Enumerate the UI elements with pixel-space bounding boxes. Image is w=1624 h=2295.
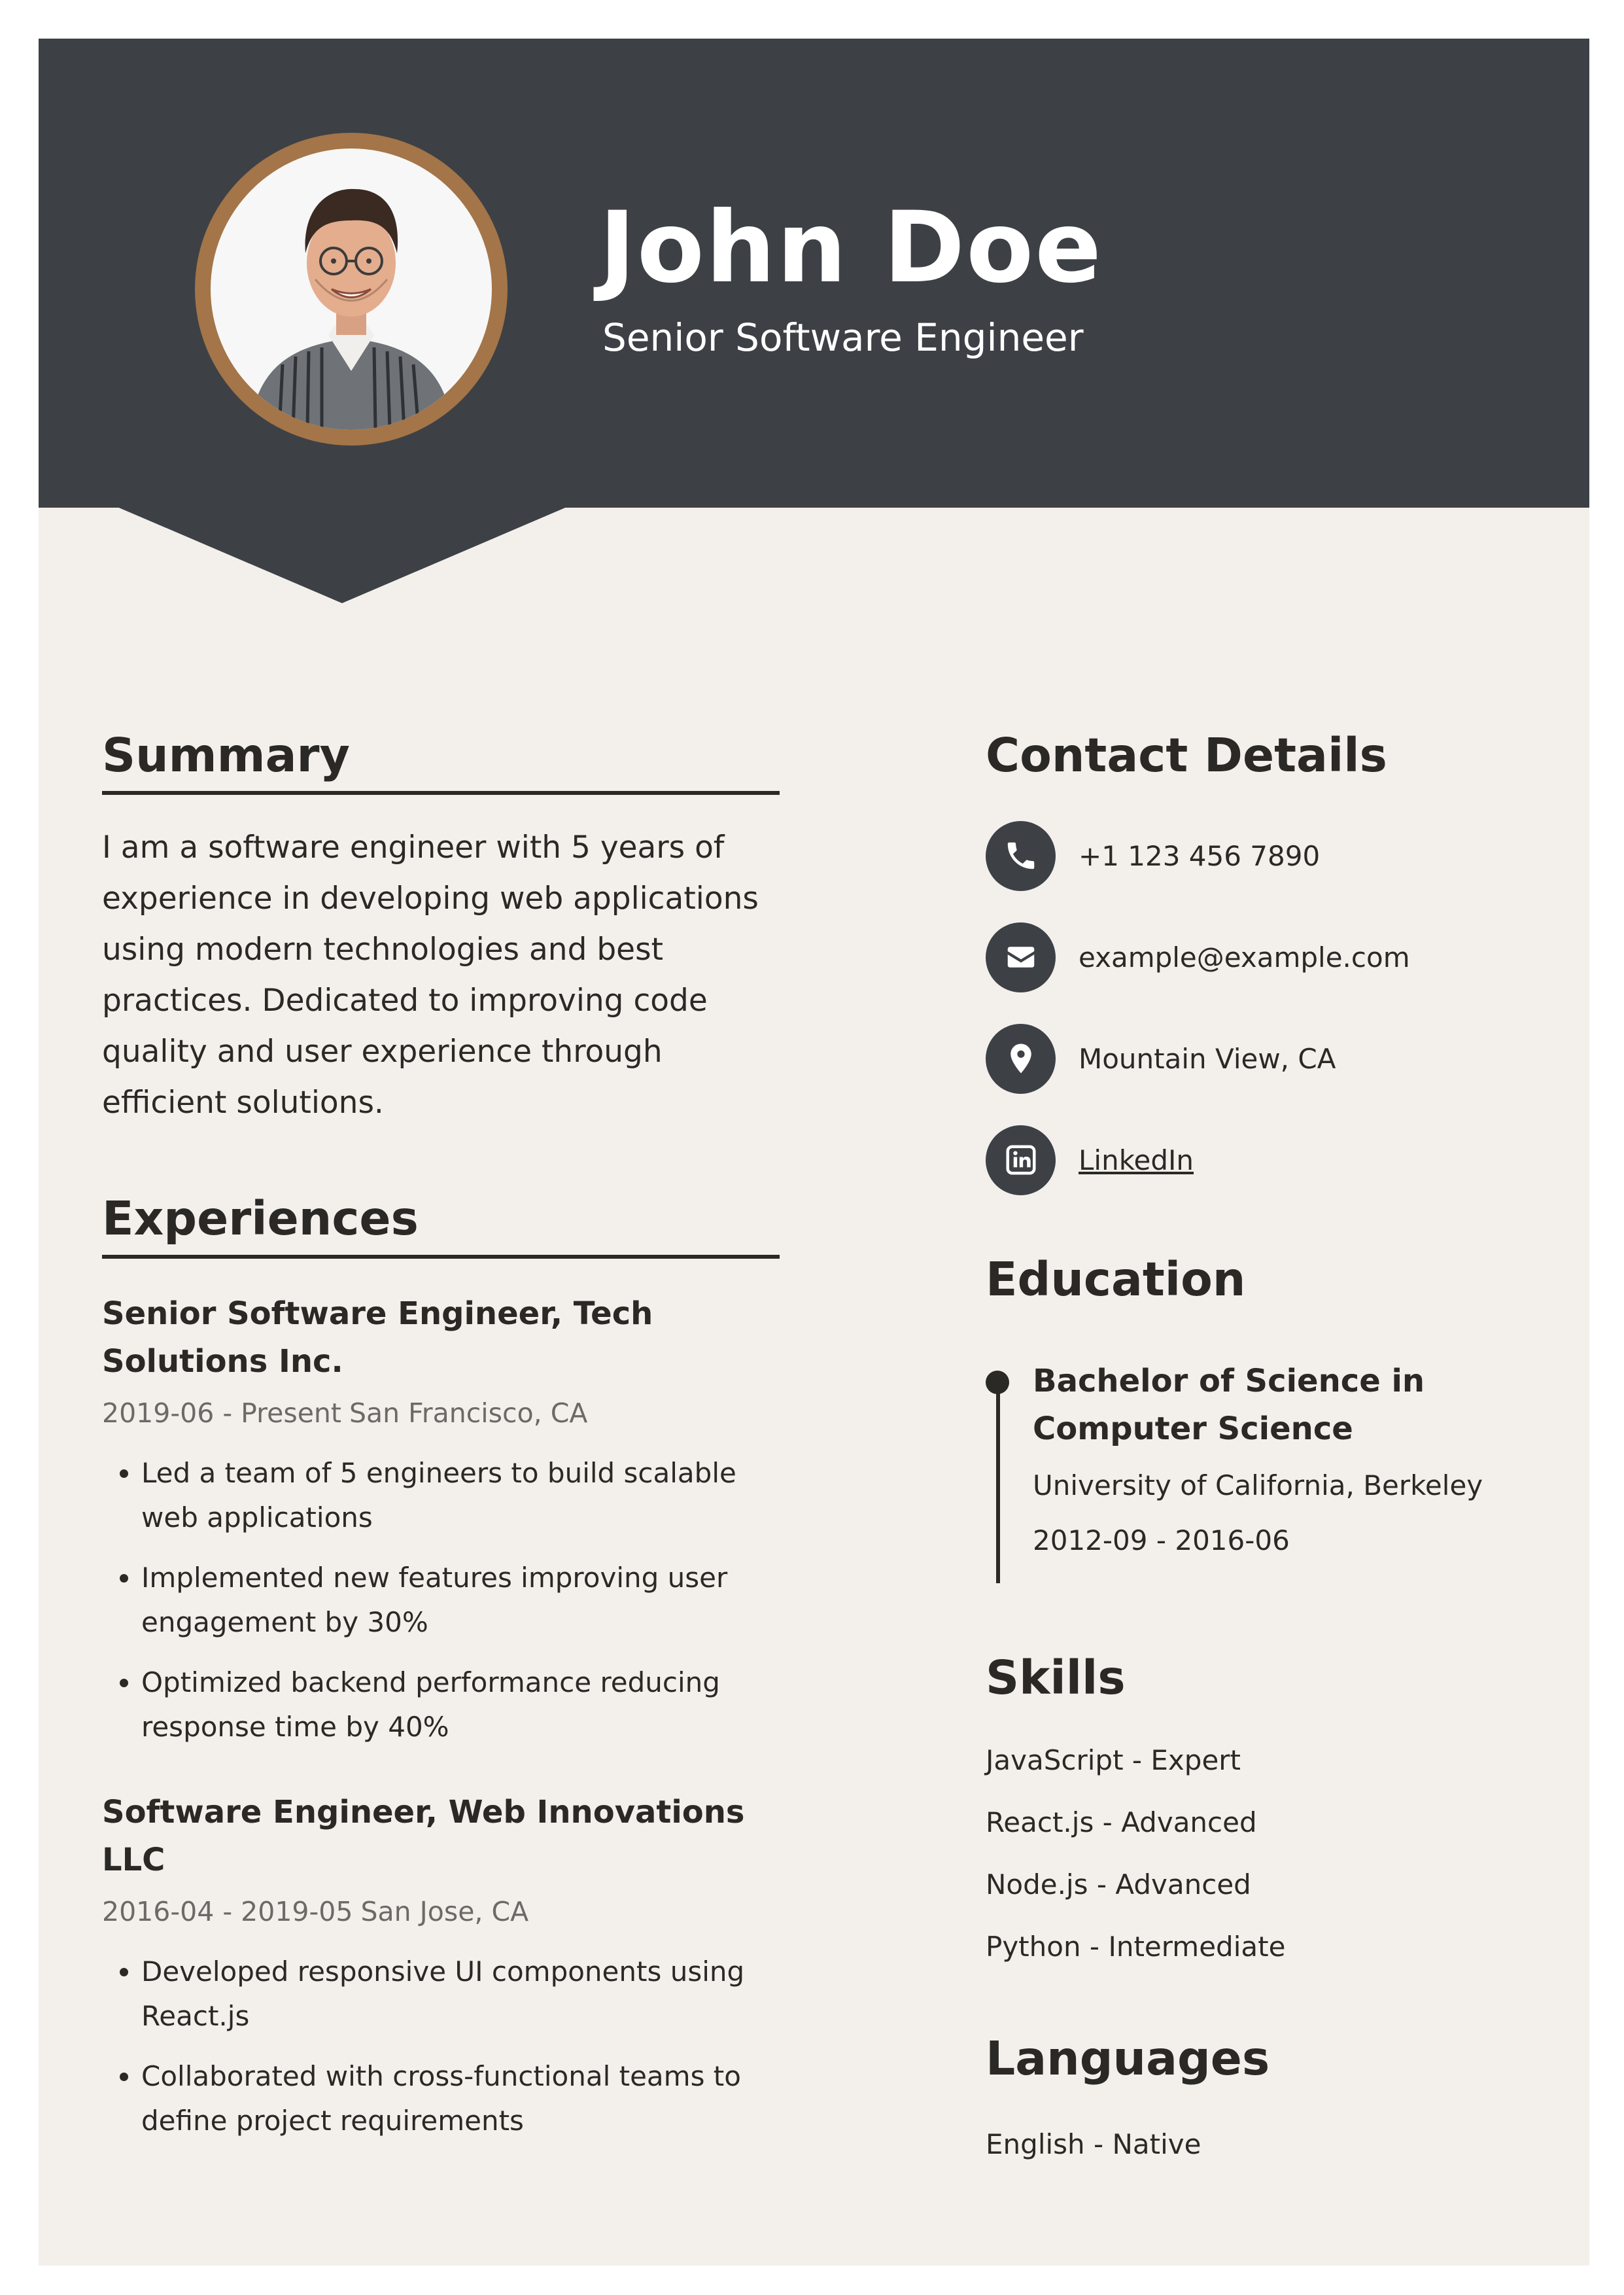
phone-icon — [986, 821, 1056, 891]
job-entry — [102, 1290, 780, 1749]
candidate-name: John Doe — [599, 191, 1103, 305]
languages-list — [986, 2125, 1574, 2164]
education-heading: Education — [986, 1252, 1246, 1307]
skills-heading: Skills — [986, 1650, 1126, 1705]
contact-list — [986, 820, 1574, 1196]
summary-divider — [102, 791, 780, 795]
contact-email-text: example@example.com — [1079, 941, 1410, 973]
linkedin-icon[interactable] — [986, 1125, 1056, 1195]
job-bullet: • Developed responsive UI components using React.js — [141, 1950, 780, 2039]
education-section — [986, 1250, 1574, 1561]
resume-sheet — [39, 39, 1589, 2266]
job-meta — [102, 1393, 780, 1433]
skill-item: Python - Intermediate — [986, 1930, 1286, 1963]
job-location: San Jose, CA — [360, 1895, 529, 1927]
summary-text: I am a software engineer with 5 years of experience in developing web applications using modern technologies and best practices. Dedicated to improving code quality and user experience through efficient solutions. — [102, 830, 759, 1121]
job-entry — [102, 1789, 780, 2143]
candidate-title: Senior Software Engineer — [602, 315, 1084, 360]
job-meta — [102, 1892, 780, 1931]
avatar — [195, 133, 508, 446]
contact-phone-text: +1 123 456 7890 — [1079, 839, 1321, 872]
contact-location-text: Mountain View, CA — [1079, 1042, 1336, 1075]
skill-item: JavaScript - Expert — [986, 1743, 1241, 1776]
experiences-section — [102, 1189, 780, 2143]
education-entry — [986, 1358, 1574, 1562]
profile-photo — [211, 149, 492, 430]
linkedin-link[interactable]: LinkedIn — [1079, 1144, 1194, 1176]
education-school: University of California, Berkeley — [1033, 1469, 1483, 1501]
contact-section — [986, 726, 1574, 1196]
skill-item: React.js - Advanced — [986, 1806, 1257, 1838]
job-bullet: • Implemented new features improving user engagement by 30% — [141, 1556, 780, 1645]
right-column — [986, 726, 1574, 2187]
job-bullets — [102, 1451, 780, 1749]
job-bullet: • Collaborated with cross-functional teams to define project requirements — [141, 2054, 780, 2143]
contact-email — [986, 921, 1574, 993]
left-column — [102, 726, 780, 2159]
experiences-heading: Experiences — [102, 1191, 419, 1246]
contact-linkedin[interactable] — [986, 1124, 1574, 1196]
job-dates: 2016-04 - 2019-05 — [102, 1895, 353, 1927]
summary-section — [102, 726, 780, 1129]
job-dates: 2019-06 - Present — [102, 1397, 341, 1429]
job-bullet: • Led a team of 5 engineers to build scalable web applications — [141, 1451, 780, 1540]
language-item: English - Native — [986, 2128, 1201, 2161]
timeline-line — [996, 1384, 1000, 1583]
skills-section — [986, 1648, 1574, 1967]
summary-heading: Summary — [102, 728, 350, 782]
header-pointer — [116, 506, 568, 603]
job-location: San Francisco, CA — [349, 1397, 588, 1429]
job-bullet: • Optimized backend performance reducing response time by 40% — [141, 1660, 780, 1749]
job-bullets — [102, 1950, 780, 2143]
education-degree: Bachelor of Science in Computer Science — [1033, 1362, 1425, 1447]
email-icon — [986, 922, 1056, 992]
job-title: Software Engineer, Web Innovations LLC — [102, 1793, 745, 1878]
contact-heading: Contact Details — [986, 728, 1387, 782]
skills-list — [986, 1741, 1574, 1967]
contact-phone — [986, 820, 1574, 892]
languages-section — [986, 2029, 1574, 2164]
experiences-divider — [102, 1255, 780, 1259]
languages-heading: Languages — [986, 2031, 1270, 2086]
contact-location — [986, 1023, 1574, 1095]
education-dates: 2012-09 - 2016-06 — [1033, 1524, 1290, 1556]
job-title: Senior Software Engineer, Tech Solutions Inc. — [102, 1295, 653, 1380]
skill-item: Node.js - Advanced — [986, 1868, 1251, 1901]
location-pin-icon — [986, 1024, 1056, 1094]
